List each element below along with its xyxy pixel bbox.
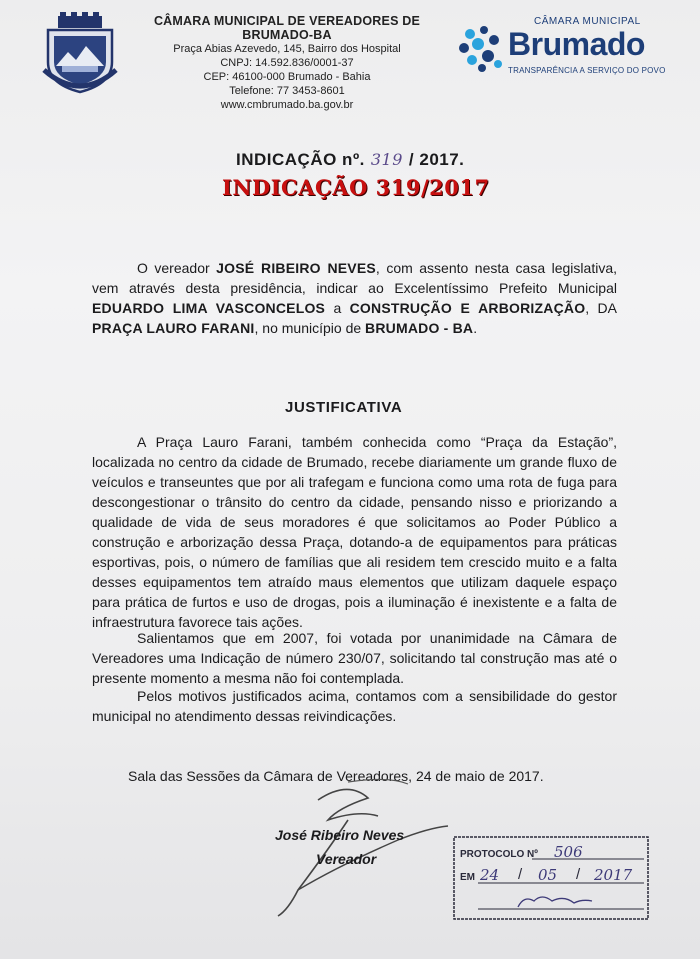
protocol-label: PROTOCOLO Nº xyxy=(460,849,538,860)
org-address: Praça Abias Azevedo, 145, Bairro dos Hospital xyxy=(173,43,401,55)
subject: CONSTRUÇÃO E ARBORIZAÇÃO xyxy=(349,300,586,316)
justificativa-paragraph-1: A Praça Lauro Farani, também conhecida como “Praça da Estação”, localizada no centro da cidade de Brumado, recebe diariamente um grande fluxo de veículos e transeuntes que por ali trafegam e funciona como uma rota de fuga para descongestionar o trânsito do centro da cidade, pensando nisso e priorizando a qualidade de vida de seus moradores é que solicitamos ao Poder Público a construção e arborização dessa Praça, dotando-a de equipamentos para práticas esportivas, pois, o número de famílias que ali residem tem crescido muito e a falta desses equipamentos tem atraído maus elementos que utilizam daquele espaço para prática de furtos e uso de drogas, pois a iluminação é inexistente e a falta de infraestrutura favorece tais ações. xyxy=(92,434,617,630)
org-cnpj: CNPJ: 14.592.836/0001-37 xyxy=(220,57,354,69)
indicacao-number-handwritten: 319 xyxy=(370,150,403,169)
indicacao-title xyxy=(236,150,464,170)
camara-brumado-logo xyxy=(456,16,666,80)
city-name: BRUMADO - BA xyxy=(365,320,474,336)
org-phone: Telefone: 77 3453-8601 xyxy=(229,85,345,97)
letterhead xyxy=(122,14,452,112)
intro-text-1: O vereador xyxy=(137,260,217,276)
indicacao-overlay-title: INDICAÇÃO 319/2017 xyxy=(222,175,490,200)
intro-text-5: , no município de xyxy=(254,320,366,336)
indicacao-suffix: / 2017. xyxy=(408,150,465,169)
stamp-day: 24 xyxy=(480,866,500,884)
justificativa-paragraph-3: Pelos motivos justificados acima, contamos com a sensibilidade do gestor municipal no atendimento dessas reivindicações. xyxy=(92,688,617,724)
mayor-name: EDUARDO LIMA VASCONCELOS xyxy=(92,300,326,316)
protocol-number: 506 xyxy=(554,843,583,861)
stamp-initials-scribble xyxy=(518,897,592,907)
intro-text-4: , DA xyxy=(585,300,617,316)
date-separator-2: / xyxy=(576,866,581,883)
square-name: PRAÇA LAURO FARANI xyxy=(92,320,255,336)
intro-text-2: , com assento nesta casa legislativa, vem através desta presidência, indicar ao Excelentíssimo Prefeito Municipal xyxy=(92,260,617,296)
signatory-name: José Ribeiro Neves xyxy=(275,827,405,843)
brand-dots-icon xyxy=(456,24,506,74)
org-name: CÂMARA MUNICIPAL DE VEREADORES DE BRUMADO-BA xyxy=(153,14,421,42)
indicacao-prefix: INDICAÇÃO nº. xyxy=(236,150,365,169)
brand-tagline: TRANSPARÊNCIA A SERVIÇO DO POVO xyxy=(508,66,666,75)
intro-paragraph xyxy=(92,258,617,338)
signatory-role: Vereador xyxy=(316,851,377,867)
justificativa-paragraph-2: Salientamos que em 2007, foi votada por unanimidade na Câmara de Vereadores uma Indicação de número 230/07, solicitando tal construção mas até o presente momento a mesma não foi contemplada. xyxy=(92,630,617,686)
closing-line: Sala das Sessões da Câmara de Vereadores, 24 de maio de 2017. xyxy=(128,768,544,784)
org-cep: CEP: 46100-000 Brumado - Bahia xyxy=(203,71,371,83)
protocol-stamp xyxy=(452,835,650,921)
municipal-crest-logo xyxy=(42,10,118,94)
justificativa-heading: JUSTIFICATIVA xyxy=(285,399,403,416)
brand-super: CÂMARA MUNICIPAL xyxy=(534,16,641,27)
intro-text-6: . xyxy=(473,320,478,336)
councillor-name: JOSÉ RIBEIRO NEVES xyxy=(216,260,376,276)
stamp-year: 2017 xyxy=(594,866,633,884)
stamp-month: 05 xyxy=(538,866,558,884)
org-website: www.cmbrumado.ba.gov.br xyxy=(220,99,354,111)
date-label: EM xyxy=(460,872,475,883)
handwritten-signature xyxy=(258,770,458,920)
brand-name: Brumado xyxy=(508,26,645,62)
intro-text-3: a xyxy=(325,300,350,316)
date-separator-1: / xyxy=(518,866,523,883)
